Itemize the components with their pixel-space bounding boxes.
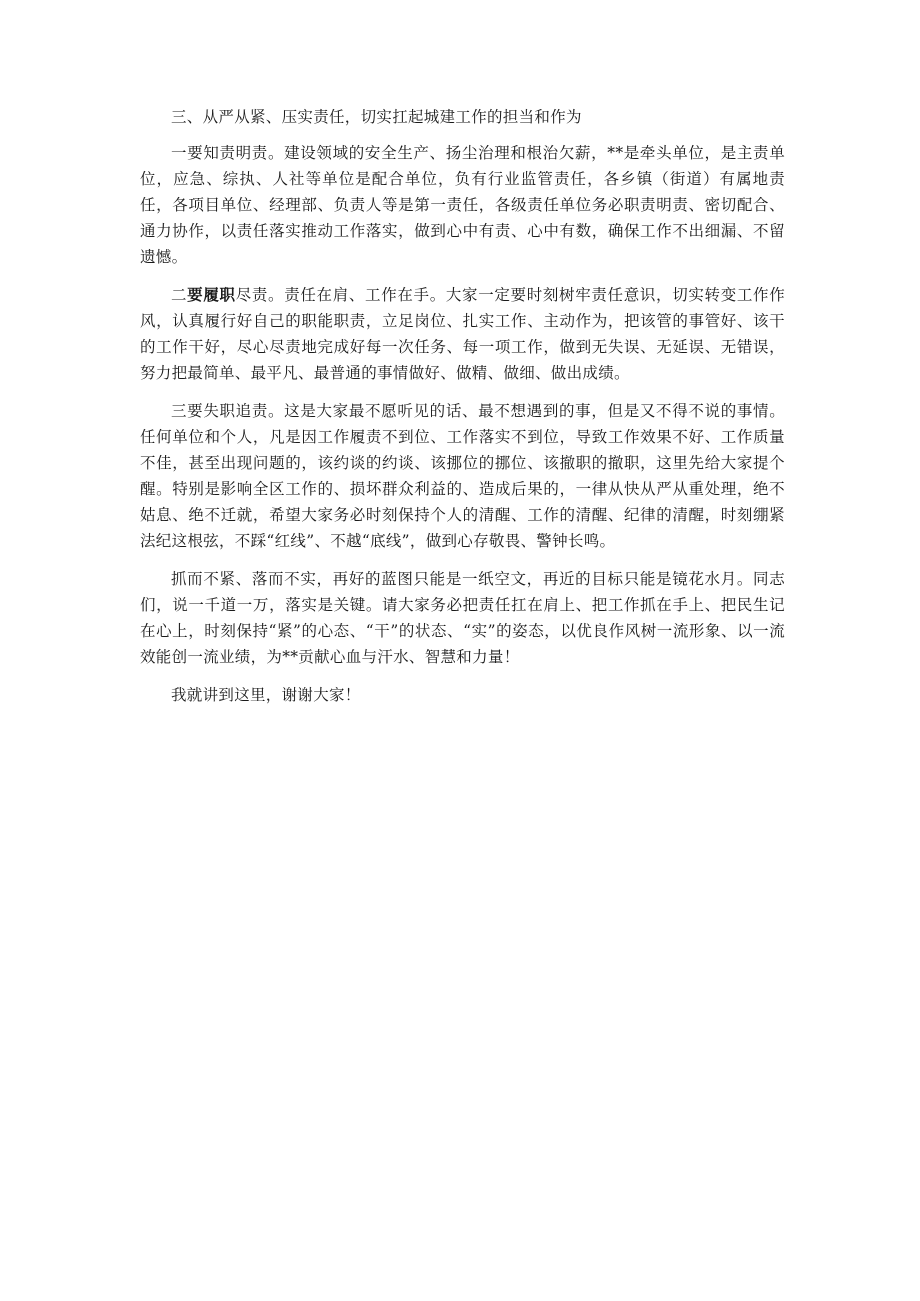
paragraph-text: 尽责。责任在肩、工作在手。大家一定要时刻树牢责任意识，切实转变工作作风，认真履行好自己的职能职责，立足岗位、扎实工作、主动作为，把该管的事管好、该干的工作干好，尽心尽责地完成好每一次任务、每一项工作，做到无失误、无延误、无错误，努力把最简单、最平凡、最普通的事情做好、做精、做细、做出成绩。: [140, 286, 785, 382]
bold-phrase: 要履职: [187, 285, 236, 304]
paragraph-prefix: 二: [171, 286, 188, 304]
paragraph-accountability: 三要失职追责。这是大家最不愿听见的话、最不想遇到的事，但是又不得不说的事情。任何单位和个人，凡是因工作履责不到位、工作落实不到位，导致工作效果不好、工作质量不佳，甚至出现问题的，该约谈的约谈、该挪位的挪位、该撤职的撤职，这里先给大家提个醒。特别是影响全区工作的、损坏群众利益的、造成后果的，一律从快从严从重处理，绝不姑息、绝不迁就，希望大家务必时刻保持个人的清醒、工作的清醒、纪律的清醒，时刻绷紧法纪这根弦，不踩“红线”、不越“底线”，做到心存敬畏、警钟长鸣。: [140, 402, 785, 550]
document-body: [140, 104, 785, 720]
section-heading: 三、从严从紧、压实责任，切实扛起城建工作的担当和作为: [171, 108, 582, 126]
paragraph-closing: 我就讲到这里，谢谢大家！: [171, 686, 361, 704]
paragraph-fulfill-duty: [140, 282, 785, 386]
paragraph-implementation: 抓而不紧、落而不实，再好的蓝图只能是一纸空文，再近的目标只能是镜花水月。同志们，说一千道一万，落实是关键。请大家务必把责任扛在肩上、把工作抓在手上、把民生记在心上，时刻保持“紧”的心态、“干”的状态、“实”的姿态，以优良作风树一流形象、以一流效能创一流业绩，为**贡献心血与汗水、智慧和力量！: [140, 570, 785, 666]
paragraph-know-responsibility: 一要知责明责。建设领域的安全生产、扬尘治理和根治欠薪，**是牵头单位，是主责单位，应急、综执、人社等单位是配合单位，负有行业监管责任，各乡镇（街道）有属地责任，各项目单位、经理部、负责人等是第一责任，各级责任单位务必职责明责、密切配合、通力协作，以责任落实推动工作落实，做到心中有责、心中有数，确保工作不出细漏、不留遗憾。: [140, 144, 785, 266]
